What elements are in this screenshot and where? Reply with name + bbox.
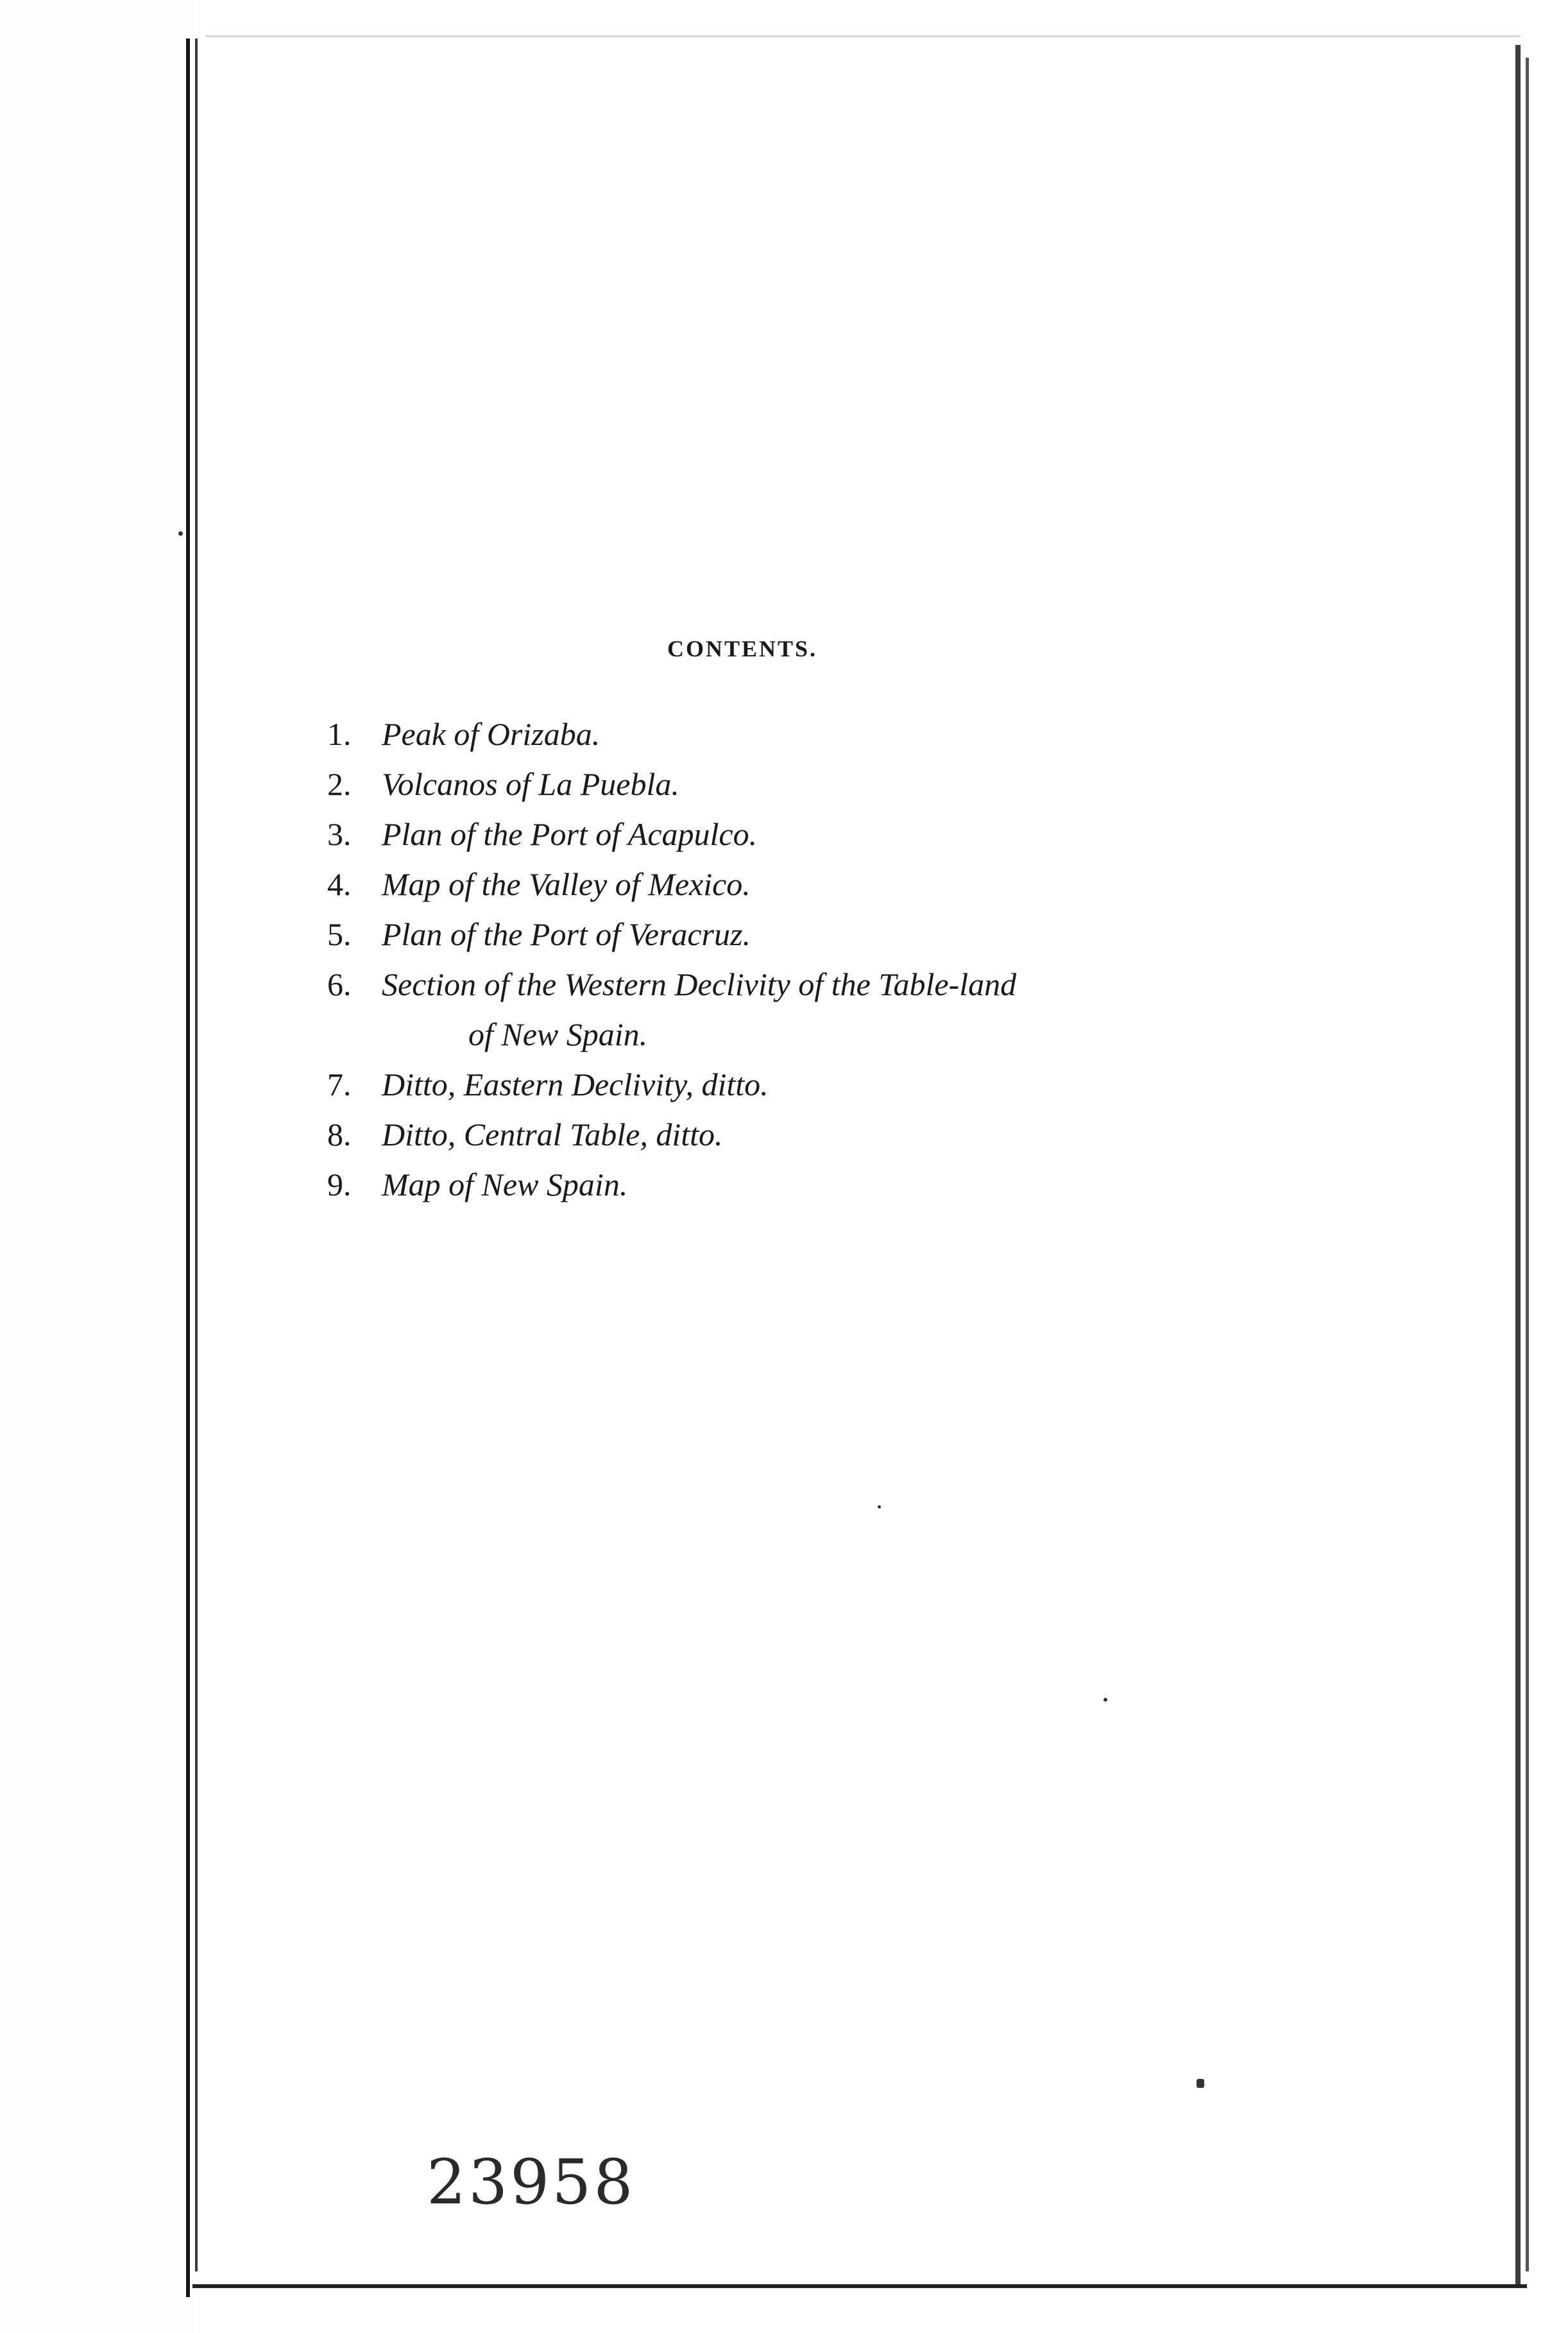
contents-entry <box>327 709 1290 759</box>
entry-title: Ditto, Central Table, ditto. <box>382 1116 723 1152</box>
entry-number: 7. <box>327 1066 352 1102</box>
entry-number: 4. <box>327 866 352 902</box>
contents-entry <box>327 759 1290 809</box>
entry-number: 8. <box>327 1116 352 1152</box>
page-edge-bottom <box>192 2284 1527 2288</box>
contents-entry <box>327 809 1290 859</box>
page-edge-top <box>205 35 1521 37</box>
spine-inner-line <box>195 38 198 2271</box>
contents-heading: CONTENTS. <box>667 636 818 662</box>
accession-number: 23958 <box>427 2146 636 2218</box>
contents-entry <box>327 1059 1290 1109</box>
paper-speck <box>1197 2079 1204 2088</box>
contents-entry <box>327 959 1290 1059</box>
contents-entry <box>327 1159 1290 1209</box>
page-edge-right <box>1515 45 1521 2284</box>
entry-title: Peak of Orizaba. <box>382 716 601 752</box>
entry-title: Section of the Western Declivity of the Table-land <box>382 966 1017 1002</box>
contents-entry <box>327 909 1290 959</box>
contents-entry <box>327 1109 1290 1159</box>
entry-number: 6. <box>327 966 352 1002</box>
page-edge-right-shadow <box>1526 58 1529 2271</box>
entry-number: 5. <box>327 916 352 952</box>
entry-number: 3. <box>327 816 352 852</box>
entry-title: Ditto, Eastern Declivity, ditto. <box>382 1066 769 1102</box>
paper-speck <box>178 531 183 536</box>
entry-title: Plan of the Port of Veracruz. <box>382 916 751 952</box>
entry-number: 9. <box>327 1166 352 1202</box>
entry-title: Plan of the Port of Acapulco. <box>382 816 758 852</box>
contents-list <box>327 709 1290 1209</box>
paper-speck <box>878 1505 881 1508</box>
entry-title-continuation: of New Spain. <box>468 1016 648 1052</box>
entry-title: Map of the Valley of Mexico. <box>382 866 751 902</box>
paper-speck <box>1104 1698 1107 1702</box>
spine-shadow-line <box>186 38 190 2297</box>
book-spine <box>0 0 192 2333</box>
entry-title: Map of New Spain. <box>382 1166 628 1202</box>
entry-number: 2. <box>327 766 352 802</box>
entry-title: Volcanos of La Puebla. <box>382 766 679 802</box>
contents-entry <box>327 859 1290 909</box>
entry-number: 1. <box>327 716 352 752</box>
